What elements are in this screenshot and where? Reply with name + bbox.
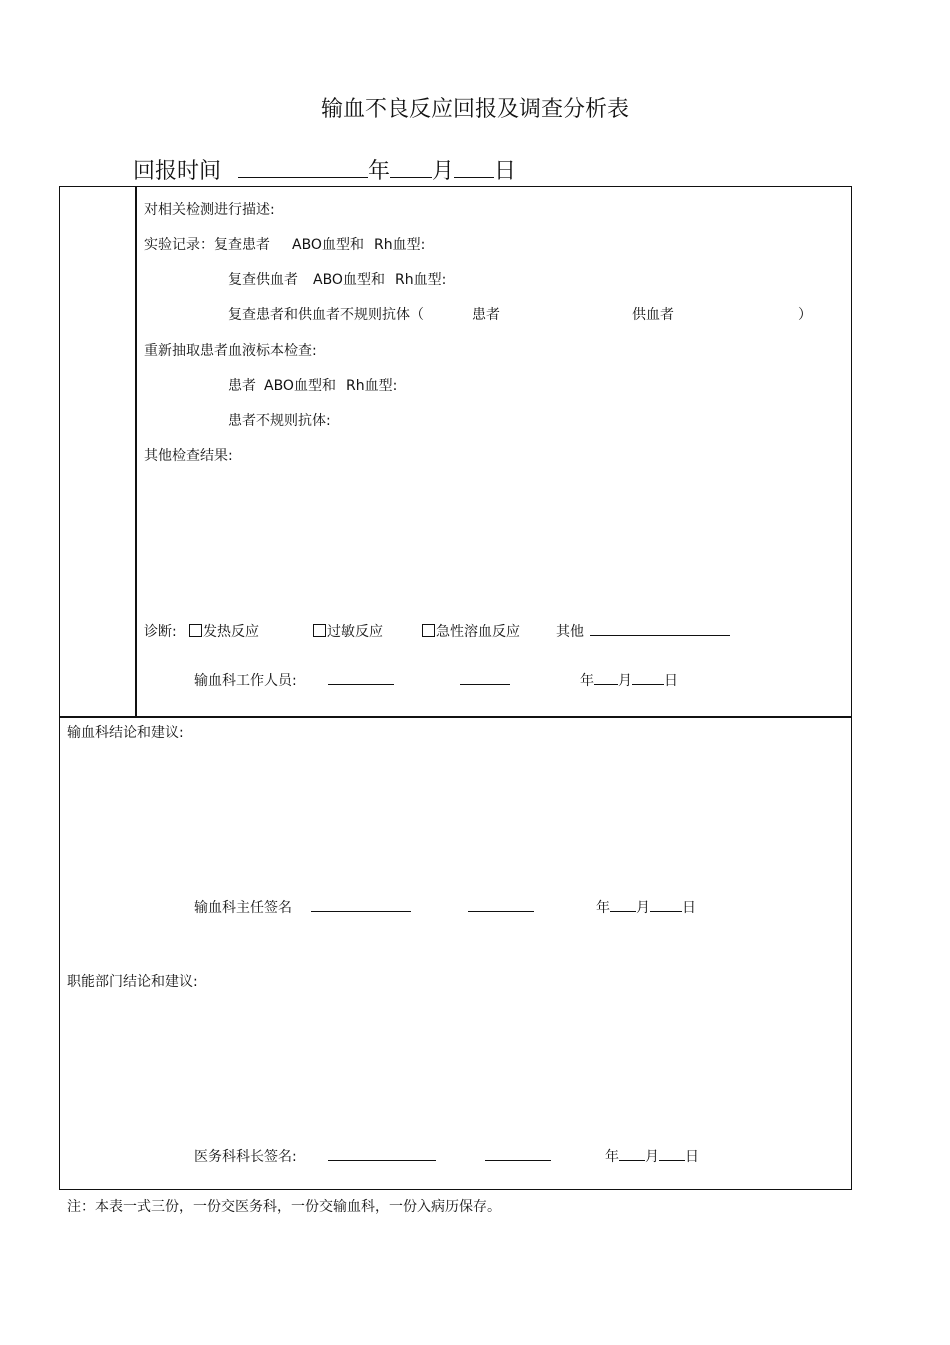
abo-label: ABO血型和 [292,237,364,253]
report-time-line [133,154,516,185]
year-label: 年 [580,673,594,689]
hemolysis-label: 急性溶血反应 [436,624,520,640]
other-label: 其他 [556,624,584,640]
staff-sign-field-2-wrap [460,670,510,689]
report-time-label: 回报时间 [133,159,222,184]
staff-sign-field-wrap [328,670,394,689]
checkbox-icon[interactable] [313,624,326,637]
staff-day-field[interactable] [632,670,664,685]
medical-chief-month-field[interactable] [619,1146,645,1161]
staff-date [580,670,678,690]
diagnosis-hemolysis-option[interactable] [422,621,520,641]
allergy-label: 过敏反应 [327,624,383,640]
month-label: 月 [432,159,455,184]
director-sign-field-wrap [311,897,411,916]
director-sign-label: 输血科主任签名 [194,900,292,916]
recheck-donor-label: 复查供血者 [228,272,298,288]
year-label: 年 [368,159,391,184]
director-sign-field-2[interactable] [468,897,534,912]
medical-chief-date [605,1146,699,1166]
year-label: 年 [605,1149,619,1165]
staff-label: 输血科工作人员: [194,673,297,689]
staff-month-field[interactable] [594,670,618,685]
director-day-field[interactable] [650,897,682,912]
footnote: 注：本表一式三份，一份交医务科，一份交输血科，一份入病历保存。 [67,1199,501,1215]
form-title: 输血不良反应回报及调查分析表 [320,97,629,122]
month-label: 月 [636,900,650,916]
rh-label: Rh血型: [394,272,447,288]
director-sign-field-2-wrap [468,897,534,916]
report-day-field[interactable] [454,157,494,178]
diagnosis-allergy-option[interactable] [313,621,383,641]
lab-record-line [144,234,425,254]
form-table [59,186,852,1190]
rh-label: Rh血型: [345,378,398,394]
admin-dept-conclusion-label: 职能部门结论和建议: [67,974,198,990]
medical-chief-sign-field-2-wrap [485,1146,551,1165]
staff-sign-field[interactable] [328,670,394,685]
donor-label: 供血者 [632,307,674,323]
fever-label: 发热反应 [203,624,259,640]
patient-blood-type-line [228,375,397,395]
recheck-irregular-label: 复查患者和供血者不规则抗体（ [228,307,424,323]
left-column-divider [135,186,137,717]
diagnosis-fever-option[interactable] [189,621,259,641]
describe-label: 对相关检测进行描述: [144,202,275,218]
close-paren: ） [798,307,812,323]
patient-irregular-label: 患者不规则抗体: [228,413,331,429]
lab-record-label: 实验记录：复查患者 [144,237,270,253]
report-month-field[interactable] [390,157,432,178]
patient-label: 患者 [228,378,256,394]
recheck-irregular-line [228,304,424,324]
checkbox-icon[interactable] [422,624,435,637]
abo-label: ABO血型和 [313,272,385,288]
month-label: 月 [645,1149,659,1165]
day-label: 日 [664,673,678,689]
medical-chief-sign-field-wrap [328,1146,436,1165]
redraw-label: 重新抽取患者血液标本检查: [144,343,317,359]
day-label: 日 [685,1149,699,1165]
medical-chief-sign-field[interactable] [328,1146,436,1161]
diagnosis-other-option [556,621,730,641]
rh-label: Rh血型: [373,237,426,253]
abo-label: ABO血型和 [264,378,336,394]
recheck-donor-line [228,269,446,289]
section-divider [59,716,852,718]
other-results-label: 其他检查结果: [144,448,233,464]
patient-label: 患者 [472,307,500,323]
day-label: 日 [682,900,696,916]
report-year-field[interactable] [238,157,368,178]
medical-chief-day-field[interactable] [659,1146,685,1161]
checkbox-icon[interactable] [189,624,202,637]
director-date [596,897,696,917]
medical-chief-sign-field-2[interactable] [485,1146,551,1161]
blood-dept-conclusion-label: 输血科结论和建议: [67,725,184,741]
medical-chief-sign-label: 医务科科长签名: [194,1149,297,1165]
day-label: 日 [494,159,517,184]
director-sign-field[interactable] [311,897,411,912]
director-month-field[interactable] [610,897,636,912]
staff-sign-field-2[interactable] [460,670,510,685]
month-label: 月 [618,673,632,689]
year-label: 年 [596,900,610,916]
diagnosis-other-field[interactable] [590,621,730,636]
diagnosis-label: 诊断: [144,624,177,640]
